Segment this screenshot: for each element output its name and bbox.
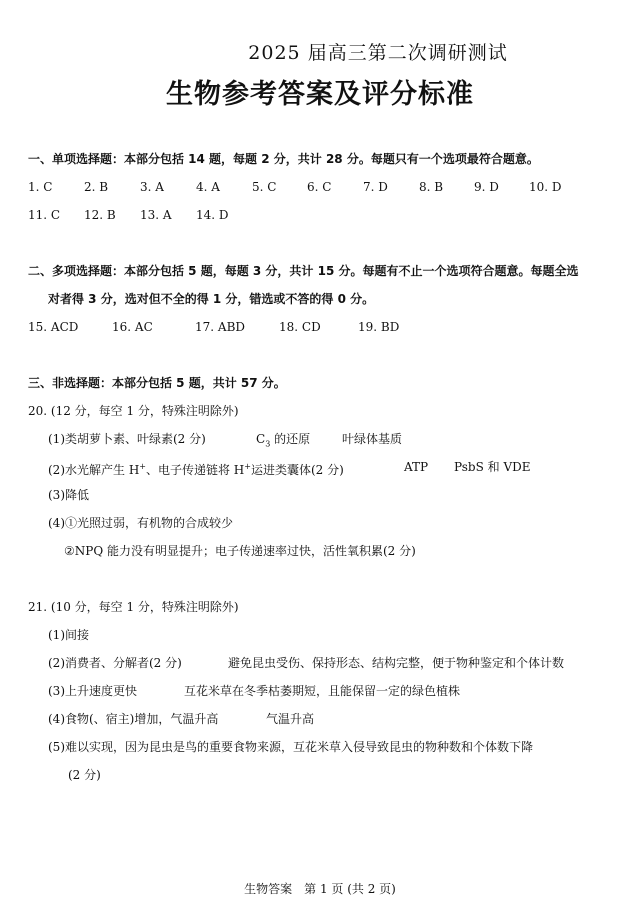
answer-item: 6. C — [307, 180, 332, 194]
answer-item: 5. C — [252, 180, 277, 194]
q20-part1: (1)类胡萝卜素、叶绿素(2 分) $C_3$ 的还原 叶绿体基质 — [48, 431, 206, 447]
section1-heading: 一、单项选择题：本部分包括 14 题，每题 2 分，共计 28 分。每题只有一个选项最符合题意。 — [28, 152, 539, 166]
q20-part1-b: $C_3$ 的还原 — [256, 432, 311, 449]
section3-heading: 三、非选择题：本部分包括 5 题，共计 57 分。 — [28, 376, 286, 390]
answer-item: 7. D — [363, 180, 388, 194]
answer-item: 12. B — [84, 208, 116, 222]
answer-item: 1. C — [28, 180, 53, 194]
answer-item: 19. BD — [358, 320, 400, 334]
answer-item: 2. B — [84, 180, 109, 194]
answer-item: 18. CD — [279, 320, 321, 334]
q20-part4-2: ②NPQ 能力没有明显提升；电子传递速率过快，活性氧积累(2 分) — [64, 544, 416, 558]
q20-part2: (2)水光解产生 H+、电子传递链将 H+运进类囊体(2 分) ATP PsbS 和 VDE — [48, 460, 531, 477]
answer-item: 11. C — [28, 208, 61, 222]
document-title: 生物参考答案及评分标准 — [166, 79, 474, 110]
answer-item: 17. ABD — [195, 320, 246, 334]
answer-item: 13. A — [140, 208, 172, 222]
q20-part4-1: (4)①光照过弱，有机物的合成较少 — [48, 516, 233, 530]
q21-part5-line2: (2 分) — [68, 768, 101, 782]
q21-part2-b: 避免昆虫受伤、保持形态、结构完整，便于物种鉴定和个体计数 — [228, 656, 565, 670]
answer-item: 14. D — [196, 208, 229, 222]
q21-title: 21. (10 分，每空 1 分，特殊注明除外) — [28, 600, 239, 614]
answer-item: 3. A — [140, 180, 164, 194]
q21-part2: (2)消费者、分解者(2 分) 避免昆虫受伤、保持形态、结构完整，便于物种鉴定和个体计数 — [48, 656, 565, 670]
answer-item: 9. D — [474, 180, 499, 194]
exam-title: 2025 届高三第二次调研测试 — [248, 42, 508, 64]
q20-title: 20. (12 分，每空 1 分，特殊注明除外) — [28, 404, 239, 418]
q21-part4: (4)食物(、宿主)增加，气温升高 气温升高 — [48, 712, 315, 726]
page-footer: 生物答案 第 1 页 (共 2 页) — [244, 882, 396, 896]
answer-item: 15. ACD — [28, 320, 79, 334]
q21-part3: (3)上升速度更快 互花米草在冬季枯萎期短，且能保留一定的绿色植株 — [48, 684, 461, 698]
answer-item: 16. AC — [112, 320, 153, 334]
q21-part3-b: 互花米草在冬季枯萎期短，且能保留一定的绿色植株 — [184, 684, 461, 698]
q21-part1: (1)间接 — [48, 628, 89, 642]
answer-item: 8. B — [419, 180, 444, 194]
q20-part2-b: ATP — [404, 460, 429, 474]
section2-heading-line2: 对者得 3 分，选对但不全的得 1 分，错选或不答的得 0 分。 — [48, 292, 375, 306]
q21-part5-line1: (5)难以实现，因为昆虫是鸟的重要食物来源，互花米草入侵导致昆虫的物种数和个体数下降 — [48, 740, 534, 754]
q21-part4-b: 气温升高 — [266, 712, 315, 726]
q20-part3: (3)降低 — [48, 488, 89, 502]
q20-part2-c: PsbS 和 VDE — [454, 460, 531, 474]
q20-part1-c: 叶绿体基质 — [342, 432, 403, 446]
section2-heading-line1: 二、多项选择题：本部分包括 5 题，每题 3 分，共计 15 分。每题有不止一个选项符合题意。每题全选 — [28, 264, 579, 278]
answer-item: 10. D — [529, 180, 562, 194]
answer-item: 4. A — [196, 180, 220, 194]
